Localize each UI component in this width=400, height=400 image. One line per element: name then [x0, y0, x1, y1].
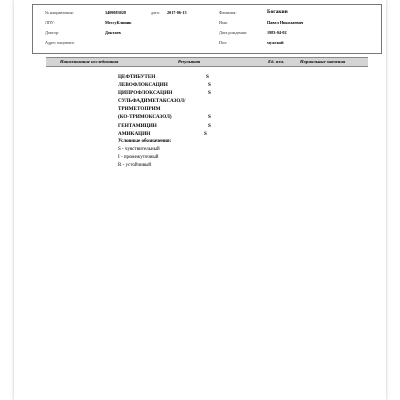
- drug-name: ТРИМЕТОПРИМ: [118, 106, 161, 113]
- column-test-name: Наименование исследования: [60, 59, 119, 64]
- results-table-header: [46, 57, 368, 67]
- legend-sensitive: S - чувствительный: [118, 146, 160, 152]
- patient-header: [32, 4, 382, 54]
- column-result: Результат: [178, 59, 201, 64]
- legend-resistant: R - устойчивый: [118, 163, 152, 169]
- sensitivity-code: S: [208, 82, 211, 89]
- referral-number: 3409083028: [105, 10, 126, 15]
- date-value: 2017-06-13: [167, 10, 187, 15]
- column-unit: Ед. изм.: [268, 59, 285, 64]
- legend-title: Условные обозначения:: [118, 138, 172, 144]
- result-row: [118, 89, 278, 97]
- result-row: [118, 81, 278, 89]
- antibiogram-results: [118, 73, 278, 170]
- doctor-value: Доктаев: [105, 30, 121, 35]
- drug-name: ЛЕВОФЛОКСАЦИН: [118, 82, 168, 89]
- date-label: дата:: [151, 10, 160, 15]
- legend-intermediate: I - промежуточный: [118, 154, 159, 160]
- birthdate-value: 1983-04-02: [267, 30, 287, 35]
- result-row: [118, 113, 278, 121]
- column-normal-values: Нормальные значения: [300, 59, 346, 64]
- drug-name: ЦЕФТИБУТЕН: [118, 74, 156, 80]
- drug-name: ЦИПРОФЛОКСАЦИН: [118, 90, 173, 97]
- sensitivity-code: S: [208, 122, 211, 129]
- result-row: [118, 97, 278, 105]
- sex-label: Пол:: [219, 40, 228, 45]
- drug-name: ГЕНТАМИЦИН: [118, 122, 157, 129]
- sex-value: мужской: [267, 40, 284, 45]
- lpu-label: ЛПУ:: [45, 20, 55, 25]
- drug-name: АМИКАЦИН: [118, 130, 151, 137]
- lastname-value: Богакин: [267, 9, 288, 15]
- sensitivity-code: S: [208, 90, 211, 97]
- lpu-value: МессуКлиник: [105, 20, 132, 25]
- referral-label: № направления:: [45, 10, 74, 15]
- name-value: Павел Николаевич: [267, 20, 304, 25]
- result-row: [118, 130, 278, 138]
- result-row: [118, 73, 278, 81]
- address-label: Адрес пациента:: [45, 40, 75, 45]
- doctor-label: Доктор:: [45, 30, 60, 35]
- drug-name: (КО-ТРИМОКСАЗОЛ): [118, 114, 172, 121]
- lastname-label: Фамилия:: [219, 10, 237, 15]
- sensitivity-code: S: [204, 130, 207, 137]
- result-row: [118, 105, 278, 113]
- sensitivity-code: S: [206, 74, 209, 80]
- name-label: Имя:: [219, 20, 228, 25]
- birthdate-label: Дата рождения:: [219, 30, 247, 35]
- drug-name: СУЛЬФАДИМЕТАКСАЗОЛ/: [118, 98, 186, 105]
- sensitivity-code: S: [208, 114, 211, 121]
- result-row: [118, 122, 278, 130]
